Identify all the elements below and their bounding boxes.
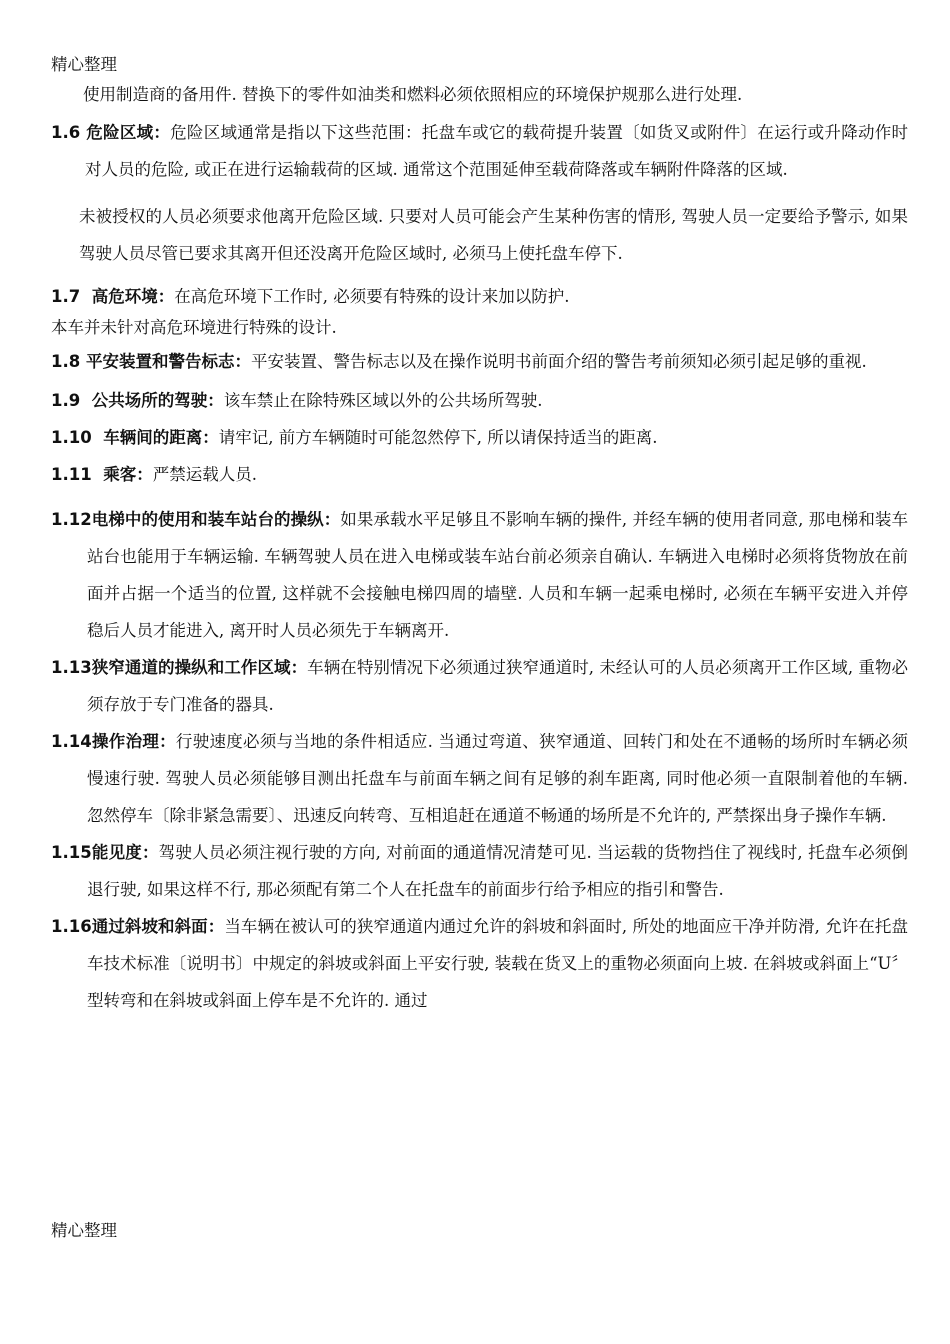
section-1-7-note: 本车并未针对高危环境进行特殊的设计. [51,318,337,337]
section-1-14 [51,723,908,834]
section-heading: 1.9 公共场所的驾驶： [51,391,224,410]
section-1-8 [51,343,908,380]
intro-paragraph: 使用制造商的备用件. 替换下的零件如油类和燃料必须依照相应的环境保护规那么进行处理. [83,85,743,104]
section-text: 行驶速度必须与当地的条件相适应. 当通过弯道、狭窄通道、回转门和处在不通畅的场所时车辆必须慢速行驶. 驾驶人员必须能够目测出托盘车与前面车辆之间有足够的刹车距离, 同时他必须一直限制着他的车辆. 忽然停车〔除非紧急需要〕、迅速反向转弯、互相追赶在通道不畅通的场所是不允许的, 严禁探出身子操作车辆. [87,732,908,825]
section-heading: 1.8 平安装置和警告标志： [51,352,251,371]
section-1-12 [51,501,908,649]
section-text: 该车禁止在除特殊区域以外的公共场所驾驶. [223,391,543,410]
document-body [51,82,908,1019]
section-heading: 1.7 高危环境： [51,287,175,306]
section-heading: 1.15能见度： [51,843,159,862]
section-heading: 1.11 乘客： [51,465,153,484]
section-heading: 1.13狭窄通道的操纵和工作区域： [51,658,308,677]
section-1-7 [51,278,908,315]
page-footer: 精心整理 [51,1221,117,1240]
section-1-6 [51,114,908,188]
section-1-15 [51,834,908,908]
section-heading: 1.10 车辆间的距离： [51,428,219,447]
section-text: 请牢记, 前方车辆随时可能忽然停下, 所以请保持适当的距离. [218,428,658,447]
section-text: 严禁运载人员. [152,465,257,484]
page-header: 精心整理 [51,55,117,74]
section-1-16 [51,908,908,1019]
section-1-11 [51,456,908,493]
section-text: 驾驶人员必须注视行驶的方向, 对前面的通道情况清楚可见. 当运载的货物挡住了视线时, 托盘车必须倒退行驶, 如果这样不行, 那必须配有第二个人在托盘车的前面步行给予相应的指引和警告. [87,843,908,899]
section-1-9 [51,382,908,419]
section-text: 在高危环境下工作时, 必须要有特殊的设计来加以防护. [174,287,570,306]
section-text: 当车辆在被认可的狭窄通道内通过允许的斜坡和斜面时, 所处的地面应干净并防滑, 允许在托盘车技术标准〔说明书〕中规定的斜坡或斜面上平安行驶, 装载在货叉上的重物必须面向上坡. 在斜坡或斜面上“U〞型转弯和在斜坡或斜面上停车是不允许的. 通过 [87,917,908,1010]
section-1-13 [51,649,908,723]
section-heading: 1.12电梯中的使用和装车站台的操纵： [51,510,341,529]
section-heading: 1.14操作治理： [51,732,176,751]
section-heading: 1.16通过斜坡和斜面： [51,917,225,936]
section-1-10 [51,419,908,456]
section-1-6-subparagraph: 未被授权的人员必须要求他离开危险区域. 只要对人员可能会产生某种伤害的情形, 驾驶人员一定要给予警示, 如果驾驶人员尽管已要求其离开但还没离开危险区域时, 必须马上使托盘车停下. [79,207,908,263]
section-text: 危险区域通常是指以下这些范围：托盘车或它的载荷提升装置〔如货叉或附件〕在运行或升降动作时对人员的危险, 或正在进行运输载荷的区域. 通常这个范围延伸至载荷降落或车辆附件降落的区域. [85,123,909,179]
section-text: 车辆在特别情况下必须通过狭窄通道时, 未经认可的人员必须离开工作区域, 重物必须存放于专门准备的器具. [87,658,909,714]
section-heading: 1.6 危险区域： [51,123,171,142]
section-text: 平安装置、警告标志以及在操作说明书前面介绍的警告考前须知必须引起足够的重视. [250,352,867,371]
section-text: 如果承载水平足够且不影响车辆的操件, 并经车辆的使用者同意, 那电梯和装车站台也能用于车辆运输. 车辆驾驶人员在进入电梯或装车站台前必须亲自确认. 车辆进入电梯时必须将货物放在前面并占据一个适当的位置, 这样就不会接触电梯四周的墙壁. 人员和车辆一起乘电梯时, 必须在车辆平安进入并停稳后人员才能进入, 离开时人员必须先于车辆离开. [87,510,909,640]
